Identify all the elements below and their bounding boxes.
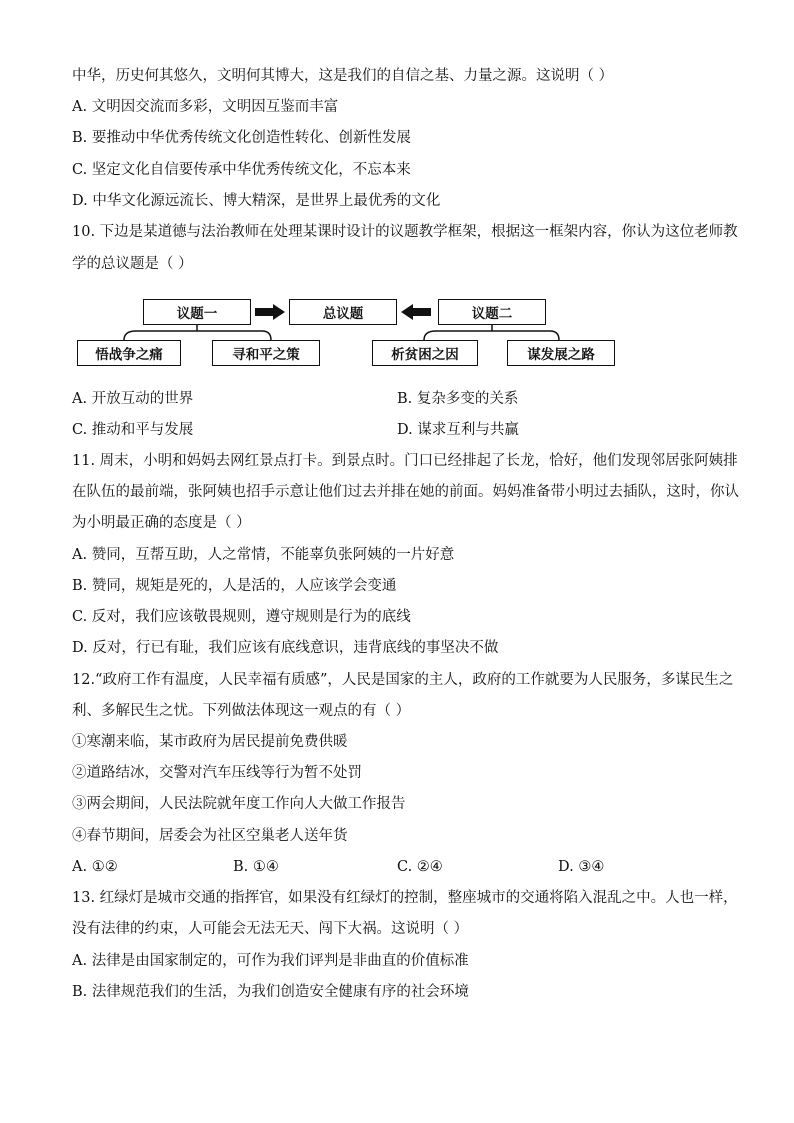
q12-option-d: D. ③④ [558,859,605,875]
q13-option-b: B. 法律规范我们的生活，为我们创造安全健康有序的社会环境 [72,984,469,1000]
subtopic-war-pain-box: 悟战争之痛 [77,340,181,366]
q12-item-2: ②道路结冰，交警对汽车压线等行为暂不处罚 [72,765,362,781]
q9-option-c: C. 坚定文化自信要传承中华优秀传统文化，不忘本来 [72,162,411,178]
q12-item-4: ④春节期间，居委会为社区空巢老人送年货 [72,828,348,844]
q10-stem-line1: 10. 下边是某道德与法治教师在处理某课时设计的议题教学框架，根据这一框架内容，你认为这位老师教 [72,224,738,240]
subtopic-poverty-cause-box: 析贫困之因 [372,340,478,366]
right-arrow-icon [255,304,285,320]
q10-option-c: C. 推动和平与发展 [72,422,194,438]
q13-stem-line2: 没有法律的约束，人可能会无法无天、闯下大祸。这说明（ ） [72,921,469,937]
main-topic-box: 总议题 [289,299,397,325]
q12-stem-line2: 利、多解民生之忧。下列做法体现这一观点的有（ ） [72,703,411,719]
q11-option-b: B. 赞同，规矩是死的，人是活的，人应该学会变通 [72,578,397,594]
q9-option-b: B. 要推动中华优秀传统文化创造性转化、创新性发展 [72,130,411,146]
subtopic-development-path-box: 谋发展之路 [507,340,615,366]
q10-option-a: A. 开放互动的世界 [72,391,194,407]
q10-option-d: D. 谋求互利与共赢 [397,422,519,438]
q13-option-a: A. 法律是由国家制定的，可作为我们评判是非曲直的价值标准 [72,953,469,969]
q11-stem-line2: 在队伍的最前端，张阿姨也招手示意让他们过去并排在她的前面。妈妈准备带小明过去插队，这时，你认 [72,484,739,500]
q9-option-d: D. 中华文化源远流长、博大精深，是世界上最优秀的文化 [72,193,441,209]
q9-option-a: A. 文明因交流而多彩，文明因互鉴而丰富 [72,99,339,115]
q12-item-3: ③两会期间，人民法院就年度工作向人大做工作报告 [72,796,406,812]
q12-stem-line1: 12.“政府工作有温度，人民幸福有质感”，人民是国家的主人，政府的工作就要为人民服务，多谋民生之 [72,672,734,688]
q12-option-c: C. ②④ [397,859,443,875]
left-brace [124,331,271,340]
q10-stem-line2: 学的总议题是（ ） [72,256,193,272]
q11-option-a: A. 赞同，互帮互助，人之常情，不能辜负张阿姨的一片好意 [72,547,455,563]
q12-option-b: B. ①④ [233,859,279,875]
q13-stem-line1: 13. 红绿灯是城市交通的指挥官，如果没有红绿灯的控制，整座城市的交通将陷入混乱之中。人也一样， [72,890,738,906]
q12-option-a: A. ①② [72,859,118,875]
q12-item-1: ①寒潮来临，某市政府为居民提前免费供暖 [72,734,348,750]
q9-stem: 中华，历史何其悠久，文明何其博大，这是我们的自信之基、力量之源。这说明（ ） [72,68,614,84]
left-arrow-icon [401,304,431,320]
subtopic-peace-policy-box: 寻和平之策 [212,340,320,366]
topic-two-box: 议题二 [438,299,546,325]
topic-one-box: 议题一 [143,299,251,325]
right-brace [424,331,559,340]
q10-option-b: B. 复杂多变的关系 [397,391,519,407]
q11-stem-line3: 为小明最正确的态度是（ ） [72,515,251,531]
q11-option-c: C. 反对，我们应该敬畏规则，遵守规则是行为的底线 [72,609,411,625]
q11-stem-line1: 11. 周末，小明和妈妈去网红景点打卡。到景点时。门口已经排起了长龙，恰好，他们发现邻居张阿姨排 [72,453,738,469]
q11-option-d: D. 反对，行已有耻，我们应该有底线意识，违背底线的事坚决不做 [72,640,499,656]
